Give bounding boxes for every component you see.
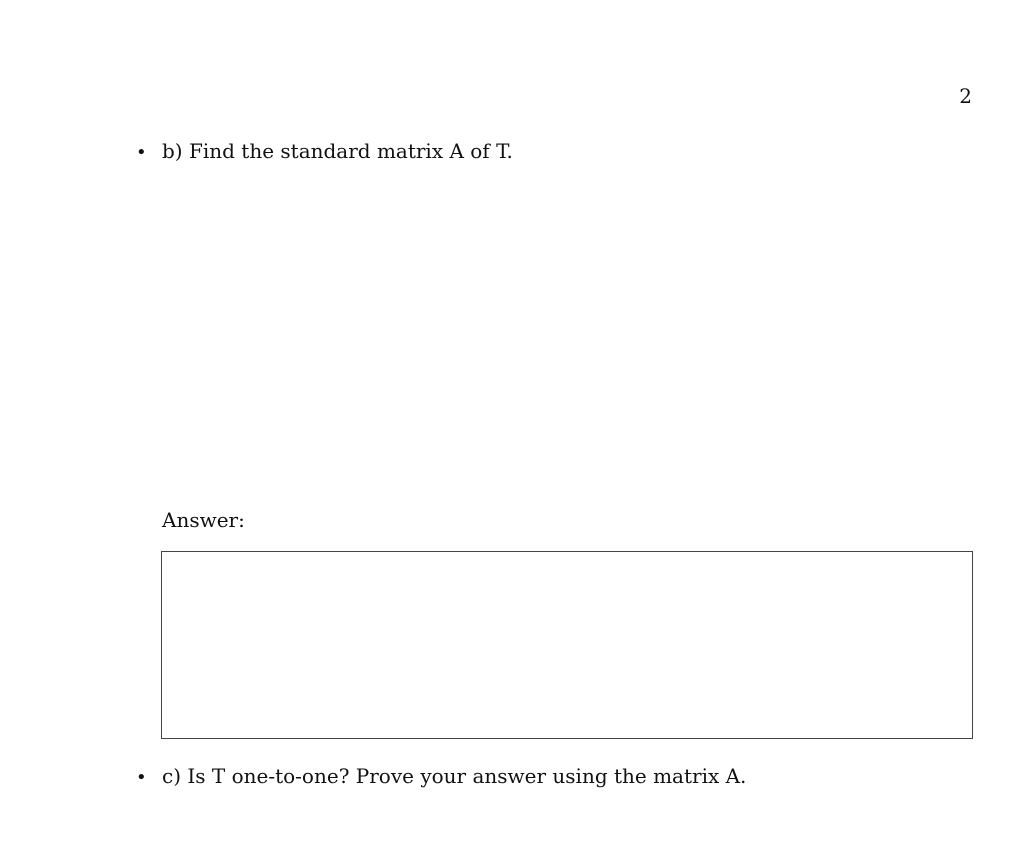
- question-b-text: b) Find the standard matrix A of T.: [162, 139, 513, 163]
- bullet-icon: •: [136, 767, 147, 788]
- question-c: [136, 764, 746, 790]
- question-b: [136, 139, 513, 165]
- answer-label: Answer:: [162, 508, 245, 532]
- page-number: 2: [959, 84, 972, 108]
- question-c-text: c) Is T one-to-one? Prove your answer using the matrix A.: [162, 764, 747, 788]
- answer-box[interactable]: [161, 551, 973, 739]
- bullet-icon: •: [136, 142, 147, 163]
